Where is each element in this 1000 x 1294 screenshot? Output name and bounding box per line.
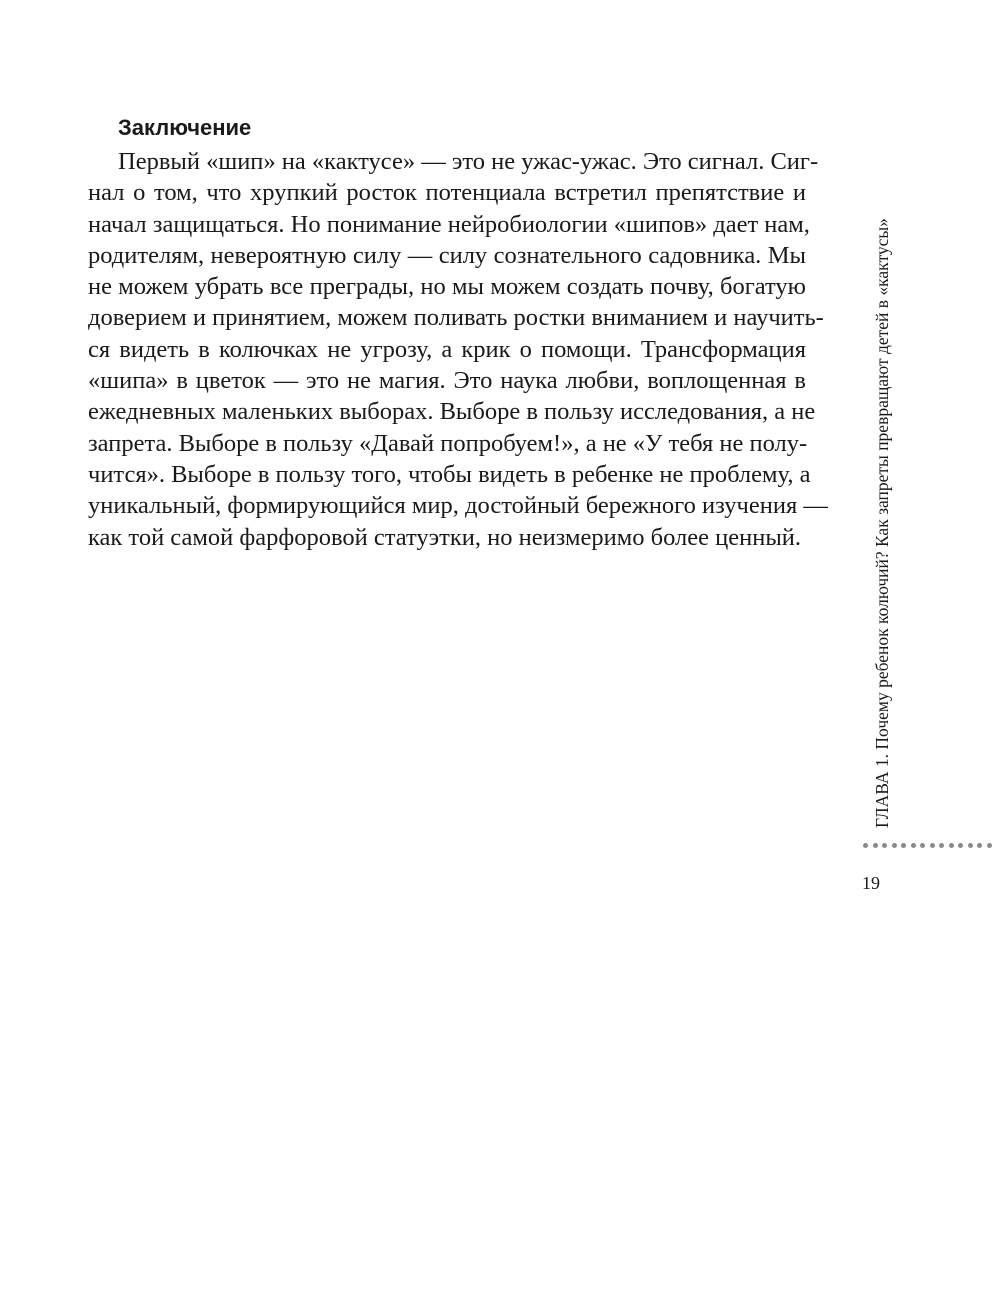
divider-dot [892, 843, 897, 848]
paragraph-line: родителям, невероятную силу — силу сознательного садовника. Мы [88, 241, 806, 269]
divider-dot [930, 843, 935, 848]
paragraph-line: уникальный, формирующийся мир, достойный бережного изучения — [88, 492, 828, 520]
divider-dot [901, 843, 906, 848]
divider-dot [920, 843, 925, 848]
paragraph-line: Первый «шип» на «кактусе» — это не ужас-ужас. Это сигнал. Сиг- [118, 148, 819, 175]
divider-dot [968, 843, 973, 848]
page-number: 19 [862, 873, 880, 893]
running-head-chapter-title: ГЛАВА 1. Почему ребенок колючий? Как запреты превращают детей в «кактусы» [872, 218, 892, 828]
dotted-divider [863, 843, 992, 848]
divider-dot [958, 843, 963, 848]
divider-dot [863, 843, 868, 848]
paragraph-line: не можем убрать все преграды, но мы можем создать почву, богатую [88, 273, 806, 301]
divider-dot [939, 843, 944, 848]
paragraph-line: запрета. Выборе в пользу «Давай попробуем!», а не «У тебя не полу- [88, 429, 808, 457]
divider-dot [977, 843, 982, 848]
divider-dot [882, 843, 887, 848]
conclusion-paragraph [88, 146, 828, 553]
paragraph-line: чится». Выборе в пользу того, чтобы видеть в ребенке не проблему, а [88, 460, 811, 488]
divider-dot [949, 843, 954, 848]
paragraph-line: ся видеть в колючках не угрозу, а крик о помощи. Трансформация [88, 335, 806, 363]
section-heading: Заключение [118, 115, 252, 140]
paragraph-line: доверием и принятием, можем поливать ростки вниманием и научить- [88, 304, 824, 332]
divider-dot [873, 843, 878, 848]
paragraph-line: ежедневных маленьких выборах. Выборе в пользу исследования, а не [88, 398, 816, 426]
paragraph-line: как той самой фарфоровой статуэтки, но неизмеримо более ценный. [88, 523, 802, 551]
paragraph-line: начал защищаться. Но понимание нейробиологии «шипов» дает нам, [88, 210, 810, 238]
divider-dot [987, 843, 992, 848]
paragraph-line: «шипа» в цветок — это не магия. Это наука любви, воплощенная в [88, 367, 806, 395]
divider-dot [911, 843, 916, 848]
paragraph-line: нал о том, что хрупкий росток потенциала встретил препятствие и [88, 179, 806, 207]
